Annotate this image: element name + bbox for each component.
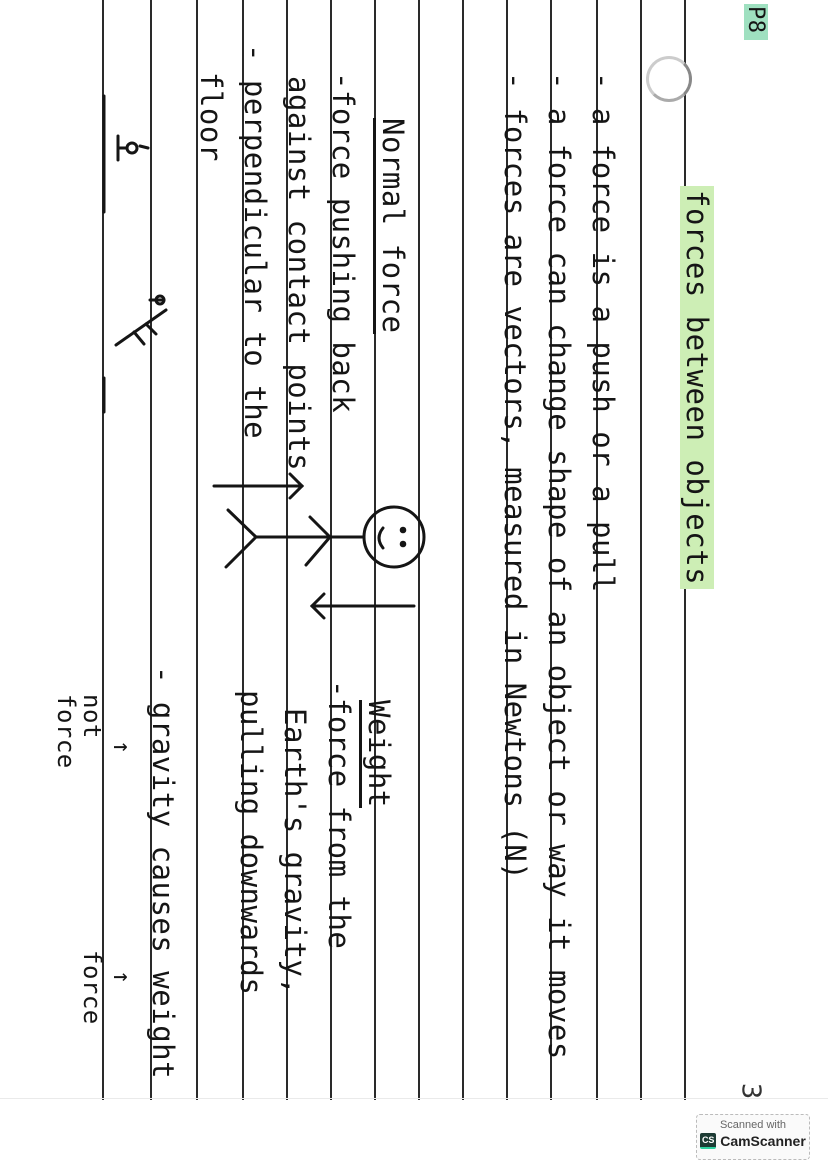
weight-heading: Weight <box>362 700 396 808</box>
watermark-top-text: Scanned with <box>719 1119 787 1131</box>
normal-force-heading: Normal force <box>376 118 410 334</box>
bullet-1: - a force is a push or a pull <box>586 72 620 593</box>
normal-force-line-3: - perpendicular to the <box>238 44 272 440</box>
watermark-name: CamScanner <box>720 1133 806 1149</box>
normal-force-line-2: against contact points <box>282 76 316 472</box>
camscanner-logo-icon: CS <box>700 1133 716 1149</box>
not-force-arrow: ↑ <box>108 740 136 755</box>
gravity-line: - gravity causes weight <box>146 666 180 1080</box>
weight-line-1: -force from the <box>322 680 356 950</box>
figure-head-icon <box>364 507 424 567</box>
force-arrow: ↑ <box>108 970 136 985</box>
weight-line-2: Earth's gravity, <box>278 708 312 996</box>
not-label: not <box>78 694 106 739</box>
page-tag: P8 <box>743 6 768 34</box>
title-text: forces between objects <box>680 186 714 589</box>
normal-force-line-4: floor <box>194 72 228 162</box>
not-force-label: force <box>52 694 80 769</box>
bullet-2: - a force can change shape of an object or way it moves <box>542 72 576 1060</box>
normal-force-line-1: -force pushing back <box>326 72 360 414</box>
weight-line-3: pulling downwards <box>234 690 268 996</box>
bullet-3: - forces are vectors, measured in Newtons (N) <box>498 72 532 881</box>
camscanner-watermark <box>696 1114 810 1160</box>
force-label: force <box>78 950 106 1025</box>
page-number: 3 <box>735 1082 766 1100</box>
